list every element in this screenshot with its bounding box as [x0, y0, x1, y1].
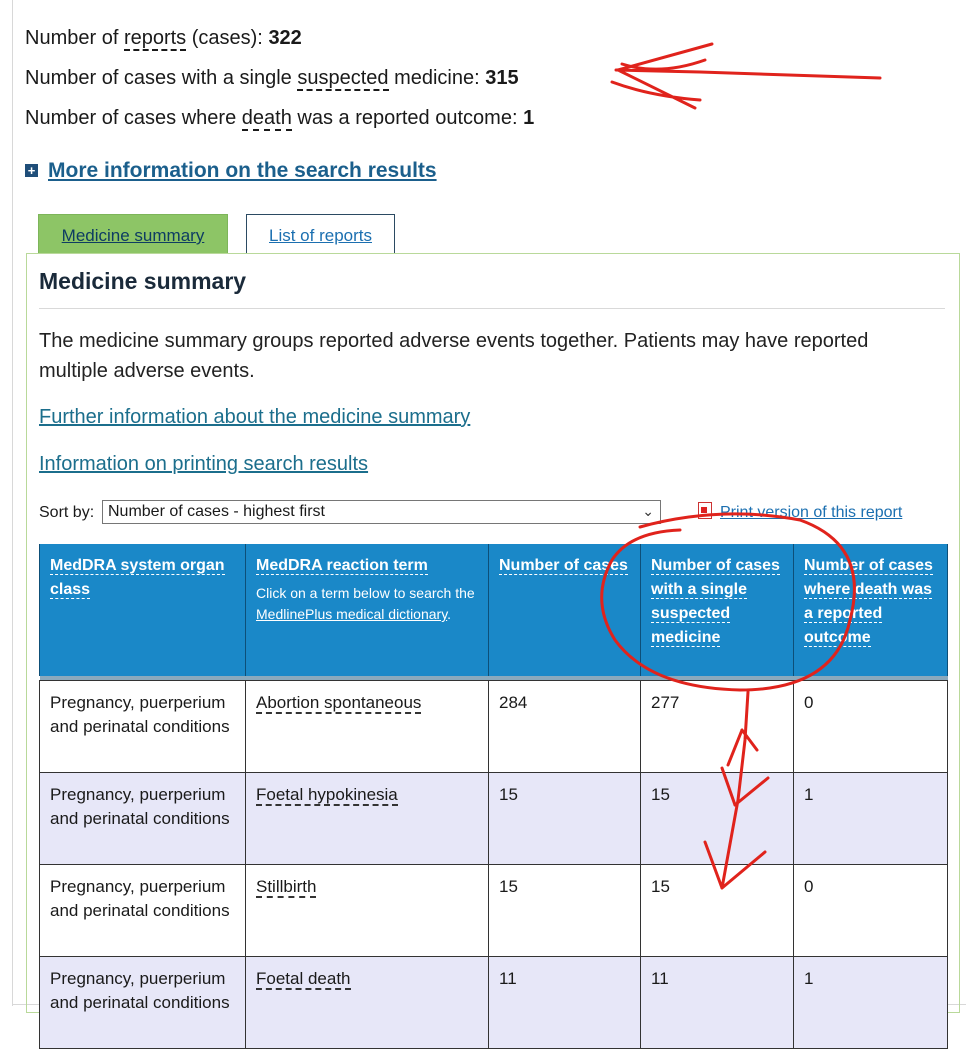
- further-information-link[interactable]: Further information about the medicine summary: [39, 406, 471, 428]
- death-count: 1: [523, 107, 535, 129]
- red-arrow-left: [612, 44, 880, 108]
- page-left-border: [12, 0, 13, 1006]
- stat-reports: Number of reports (cases): 322: [25, 27, 302, 49]
- header-number-of-cases[interactable]: Number of cases: [489, 544, 641, 676]
- cell-single: 277: [641, 680, 794, 772]
- tab-medicine-summary[interactable]: Medicine summary: [38, 214, 228, 254]
- reaction-term-link[interactable]: Stillbirth: [256, 876, 317, 896]
- print-version[interactable]: [698, 502, 902, 522]
- panel-title: Medicine summary: [39, 268, 247, 294]
- cell-cases: 15: [489, 864, 641, 956]
- table-header-row: [40, 544, 948, 676]
- table-row: [40, 772, 948, 864]
- cell-single: 15: [641, 772, 794, 864]
- chevron-down-icon: ⌄: [642, 503, 654, 519]
- panel-divider: [39, 308, 945, 309]
- more-info-toggle[interactable]: [25, 159, 437, 183]
- cell-soc: Pregnancy, puerperium and perinatal conditions: [40, 680, 246, 772]
- cell-death: 1: [794, 772, 948, 864]
- single-suspected-count: 315: [485, 67, 519, 89]
- cell-term: [246, 772, 489, 864]
- cell-death: 0: [794, 680, 948, 772]
- tab-list-of-reports[interactable]: List of reports: [246, 214, 395, 254]
- reaction-term-link[interactable]: Foetal death: [256, 968, 351, 988]
- cell-term: [246, 680, 489, 772]
- cell-soc: Pregnancy, puerperium and perinatal conditions: [40, 956, 246, 1048]
- pdf-icon: [698, 502, 712, 519]
- table-row: [40, 864, 948, 956]
- stat-single-suspected: Number of cases with a single suspected medicine: 315: [25, 67, 519, 89]
- sort-select[interactable]: [102, 500, 661, 524]
- reports-term[interactable]: reports: [123, 27, 187, 49]
- plus-icon[interactable]: +: [25, 164, 38, 177]
- search-stats: [25, 18, 534, 138]
- reports-count: 322: [268, 27, 302, 49]
- cell-death: 1: [794, 956, 948, 1048]
- sort-selected-value: Number of cases - highest first: [108, 503, 325, 520]
- medicine-summary-table: [39, 544, 948, 1049]
- cell-cases: 284: [489, 680, 641, 772]
- sort-label: Sort by:: [39, 504, 95, 521]
- print-version-link[interactable]: Print version of this report: [720, 504, 903, 521]
- header-single-suspected[interactable]: Number of cases with a single suspected medicine: [641, 544, 794, 676]
- header-system-organ-class[interactable]: MedDRA system organ class: [40, 544, 246, 676]
- cell-soc: Pregnancy, puerperium and perinatal conditions: [40, 864, 246, 956]
- cell-term: [246, 864, 489, 956]
- suspected-term[interactable]: suspected: [297, 67, 389, 89]
- reaction-term-note: Click on a term below to search the MedlinePlus medical dictionary.: [256, 585, 475, 622]
- medlineplus-link[interactable]: MedlinePlus medical dictionary: [256, 606, 448, 622]
- stat-death: Number of cases where death was a reported outcome: 1: [25, 107, 535, 129]
- cell-single: 11: [641, 956, 794, 1048]
- panel-description: The medicine summary groups reported adverse events together. Patients may have reported multiple adverse events.: [39, 330, 869, 382]
- cell-death: 0: [794, 864, 948, 956]
- cell-cases: 15: [489, 772, 641, 864]
- printing-information-link[interactable]: Information on printing search results: [39, 453, 369, 475]
- cell-single: 15: [641, 864, 794, 956]
- cell-soc: Pregnancy, puerperium and perinatal conditions: [40, 772, 246, 864]
- table-row: [40, 680, 948, 772]
- cell-term: [246, 956, 489, 1048]
- reaction-term-link[interactable]: Abortion spontaneous: [256, 692, 422, 712]
- header-death-outcome[interactable]: Number of cases where death was a reported outcome: [794, 544, 948, 676]
- reaction-term-link[interactable]: Foetal hypokinesia: [256, 784, 398, 804]
- death-term[interactable]: death: [241, 107, 292, 129]
- cell-cases: 11: [489, 956, 641, 1048]
- more-info-link[interactable]: More information on the search results: [48, 159, 437, 182]
- header-reaction-term: MedDRA reaction term Click on a term below to search the MedlinePlus medical dictionary.: [246, 544, 489, 676]
- table-row: [40, 956, 948, 1048]
